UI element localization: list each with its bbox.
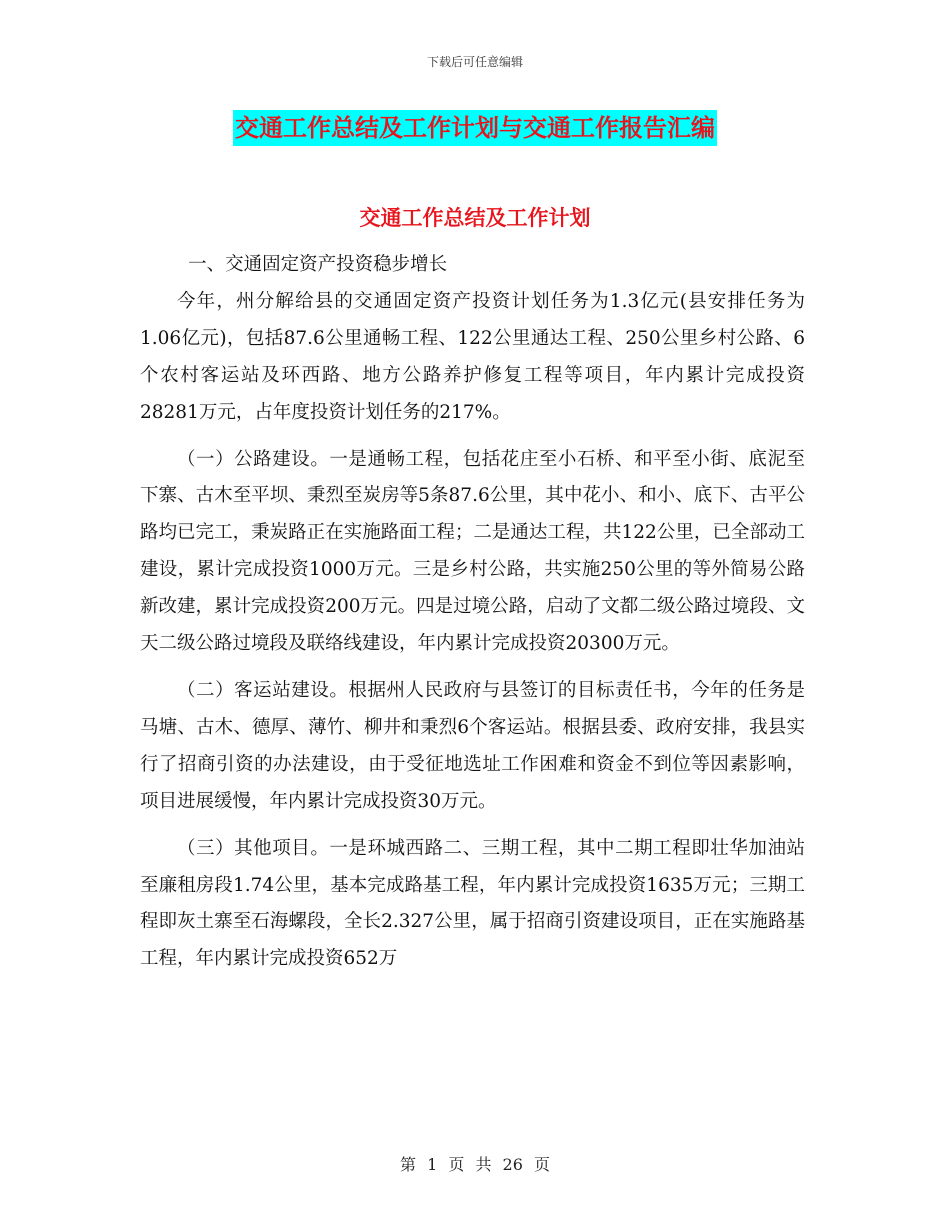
sub-title: 交通工作总结及工作计划 bbox=[359, 206, 591, 230]
document-body bbox=[140, 247, 805, 978]
main-title: 交通工作总结及工作计划与交通工作报告汇编 bbox=[233, 110, 717, 146]
paragraph: （一）公路建设。一是通畅工程，包括花庄至小石桥、和平至小街、底泥至下寨、古木至平坝、秉烈至炭房等5条87.6公里，其中花小、和小、底下、古平公路均已完工，秉炭路正在实施路面工程；二是通达工程，共122公里，已全部动工建设，累计完成投资1000万元。三是乡村公路，共实施250公里的等外简易公路新改建，累计完成投资200万元。四是过境公路，启动了文都二级公路过境段、文天二级公路过境段及联络线建设，年内累计完成投资20300万元。 bbox=[140, 448, 805, 655]
main-title-container bbox=[0, 110, 950, 146]
page-number-footer: 第 1 页 共 26 页 bbox=[400, 1155, 550, 1174]
header-note: 下载后可任意编辑 bbox=[426, 55, 523, 69]
paragraph: 今年，州分解给县的交通固定资产投资计划任务为1.3亿元(县安排任务为1.06亿元)，包括87.6公里通畅工程、122公里通达工程、250公里乡村公路、6个农村客运站及环西路、地方公路养护修复工程等项目，年内累计完成投资28281万元，占年度投资计划任务的217%。 bbox=[140, 290, 805, 423]
paragraph: （二）客运站建设。根据州人民政府与县签订的目标责任书，今年的任务是马塘、古木、德厚、薄竹、柳井和秉烈6个客运站。根据县委、政府安排，我县实行了招商引资的办法建设，由于受征地选址工作困难和资金不到位等因素影响，项目进展缓慢，年内累计完成投资30万元。 bbox=[140, 679, 805, 812]
paragraph: （三）其他项目。一是环城西路二、三期工程，其中二期工程即壮华加油站至廉租房段1.74公里，基本完成路基工程，年内累计完成投资1635万元；三期工程即灰土寨至石海螺段，全长2.327公里，属于招商引资建设项目，正在实施路基工程，年内累计完成投资652万 bbox=[140, 837, 805, 970]
section-heading: 一、交通固定资产投资稳步增长 bbox=[188, 254, 448, 275]
